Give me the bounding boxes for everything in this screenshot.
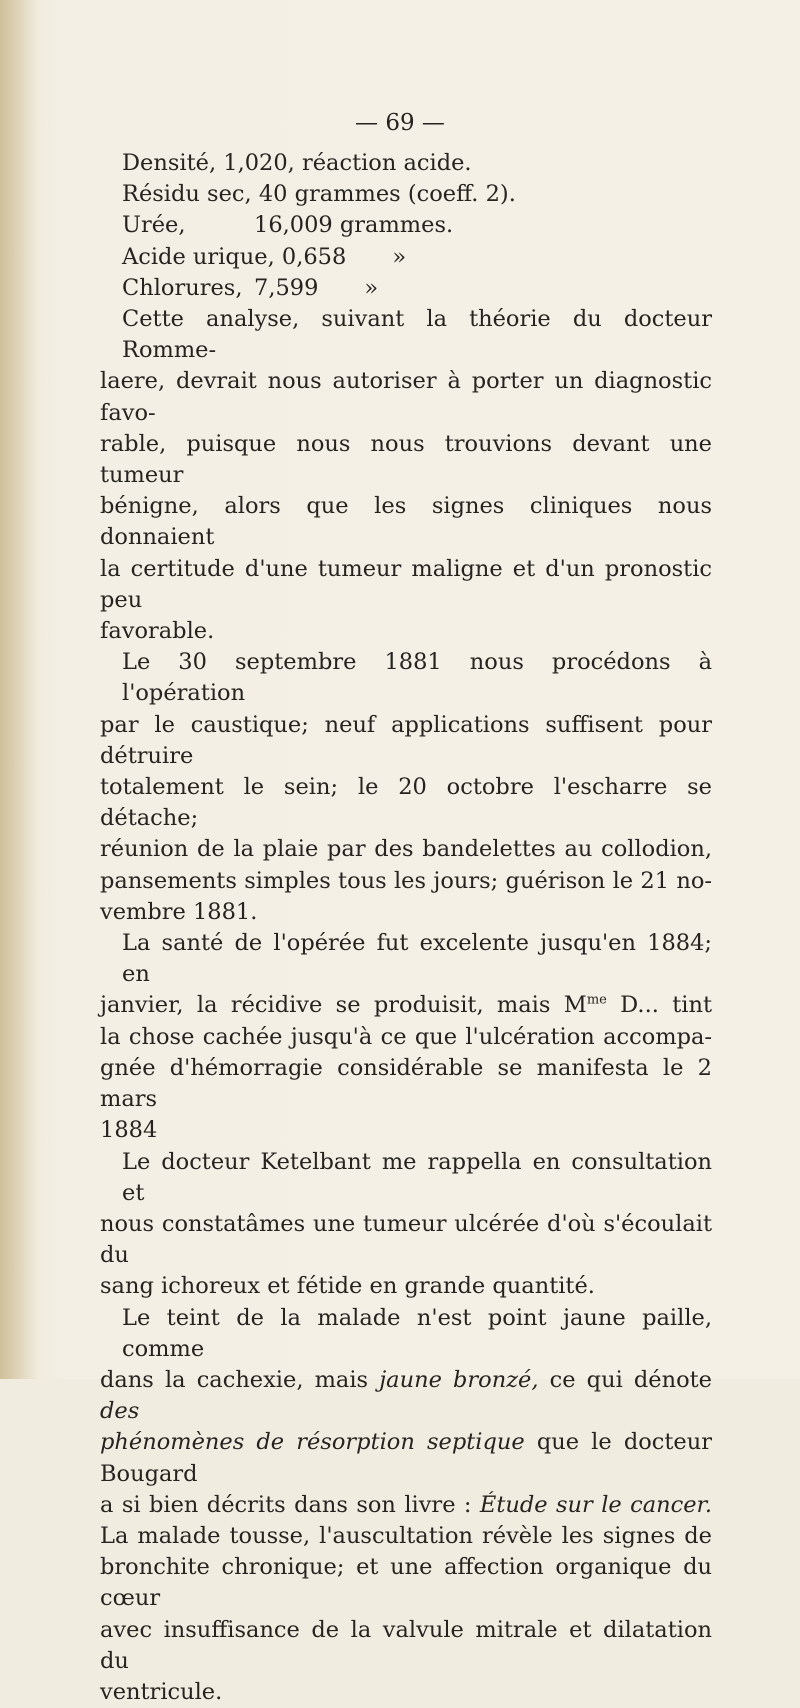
analysis-row: Densité, 1,020, réaction acide.	[122, 150, 472, 176]
page-body	[100, 148, 712, 1708]
analysis-row: Acide urique, 0,658 »	[122, 243, 407, 270]
paragraph-line: 1884	[100, 1117, 158, 1144]
analysis-row: Urée, 16,009 grammes.	[122, 212, 454, 239]
paragraph-line: gnée d'hémorragie considérable se manifesta le 2 mars	[100, 1054, 712, 1113]
page-number: — 69 —	[355, 110, 445, 136]
paragraph-line: totalement le sein; le 20 octobre l'escharre se détache;	[100, 774, 712, 832]
paragraph-line: Le docteur Ketelbant me rappella en consultation et	[122, 1148, 712, 1206]
paragraph-line: bronchite chronique; et une affection organique du cœur	[100, 1554, 712, 1612]
analysis-row: Résidu sec, 40 grammes (coeff. 2).	[122, 181, 516, 208]
paragraph-line: dans la cachexie, mais jaune bronzé, ce qui dénote des	[100, 1366, 713, 1425]
paragraph-line: réunion de la plaie par des bandelettes au collodion,	[100, 836, 712, 863]
paragraph-line: la certitude d'une tumeur maligne et d'un pronostic peu	[100, 555, 712, 613]
paragraph-line: ventricule.	[100, 1678, 223, 1705]
paragraph-line: laere, devrait nous autoriser à porter un diagnostic favo-	[100, 368, 712, 426]
paragraph-line: favorable.	[100, 618, 215, 645]
paragraph-line: phénomènes de résorption septique que le docteur Bougard	[100, 1429, 712, 1487]
paragraph-line: rable, puisque nous nous trouvions devant une tumeur	[100, 430, 712, 489]
paragraph-line: sang ichoreux et fétide en grande quantité.	[100, 1273, 595, 1300]
paragraph-line: janvier, la récidive se produisit, mais $M^{me}$ D... tint	[100, 992, 712, 1019]
paragraph-line: la chose cachée jusqu'à ce que l'ulcération accompa-	[100, 1023, 712, 1050]
paragraph-line: Cette analyse, suivant la théorie du docteur Romme-	[122, 306, 712, 364]
paragraph-line: La santé de l'opérée fut excelente jusqu'en 1884; en	[122, 930, 712, 988]
paragraph-line: La malade tousse, l'auscultation révèle les signes de	[100, 1522, 712, 1549]
paragraph-line: par le caustique; neuf applications suffisent pour détruire	[100, 711, 712, 769]
page-binding-edge	[0, 0, 38, 1379]
paragraph-line: bénigne, alors que les signes cliniques nous donnaient	[100, 493, 712, 551]
paragraph-line: vembre 1881.	[100, 898, 258, 925]
paragraph-line: nous constatâmes une tumeur ulcérée d'où s'écoulait du	[100, 1210, 712, 1269]
paragraph-line: Le teint de la malade n'est point jaune paille, comme	[122, 1304, 712, 1362]
paragraph-line: pansements simples tous les jours; guérison le 21 no-	[100, 867, 712, 894]
paragraph-line: avec insuffisance de la valvule mitrale et dilatation du	[100, 1616, 712, 1674]
paragraph-line: Le 30 septembre 1881 nous procédons à l'opération	[122, 649, 712, 707]
analysis-row: Chlorures, 7,599 »	[122, 274, 379, 301]
paragraph-line: a si bien décrits dans son livre : Étude sur le cancer.	[100, 1491, 712, 1518]
